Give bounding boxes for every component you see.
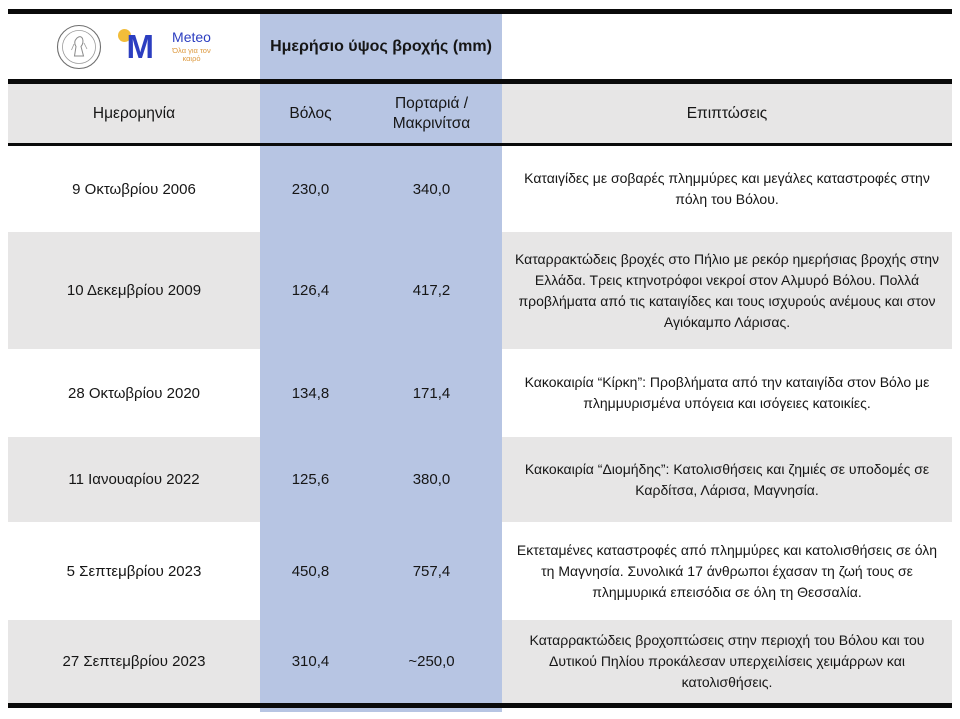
date-cell: 9 Οκτωβρίου 2006 xyxy=(72,180,196,198)
logos xyxy=(8,14,260,79)
table-row xyxy=(8,232,952,349)
portaria-value-cell: 417,2 xyxy=(412,282,451,299)
observatory-seal-icon xyxy=(56,24,102,70)
meteo-wordmark xyxy=(171,30,213,64)
portaria-value-cell: 757,4 xyxy=(412,562,451,580)
portaria-value-cell: 171,4 xyxy=(412,384,451,402)
table-row xyxy=(8,146,952,232)
impacts-cell: Κακοκαιρία “Κίρκη”: Προβλήματα από την καταιγίδα στον Βόλο με πλημμυρισμένα υπόγεια και ισόγειες κατοικίες. xyxy=(524,374,930,411)
date-cell: 5 Σεπτεμβρίου 2023 xyxy=(66,562,202,580)
impacts-cell: Καταρρακτώδεις βροχές στο Πήλιο με ρεκόρ ημερήσιας βροχής στην Ελλάδα. Τρεις κτηνοτρόφοι νεκροί στον Αλμυρό Βόλου. Πολλά προβλήματα από τις καταιγίδες και τους ισχυρούς ανέμους και στον Αγιόκαμπο Λάρισας. xyxy=(502,232,952,349)
table-row xyxy=(8,437,952,522)
volos-value-cell: 125,6 xyxy=(291,471,330,488)
column-header-impacts: Επιπτώσεις xyxy=(502,84,952,143)
meteo-logo xyxy=(118,26,213,68)
impacts-cell: Καταρρακτώδεις βροχοπτώσεις στην περιοχή του Βόλου και του Δυτικού Πηλίου προκάλεσαν υπερχειλίσεις χειμάρρων και κατολισθήσεις. xyxy=(502,620,952,703)
bottom-border xyxy=(8,703,952,708)
rainfall-table xyxy=(8,9,952,708)
impacts-cell: Καταιγίδες με σοβαρές πλημμύρες και μεγάλες καταστροφές στην πόλη του Βόλου. xyxy=(524,170,930,207)
date-cell: 11 Ιανουαρίου 2022 xyxy=(8,437,260,522)
portaria-value-cell: 340,0 xyxy=(412,180,451,198)
volos-value-cell: 230,0 xyxy=(291,180,330,198)
date-cell: 28 Οκτωβρίου 2020 xyxy=(67,384,201,402)
volos-value-cell: 450,8 xyxy=(291,562,330,580)
volos-value-cell: 134,8 xyxy=(291,384,330,402)
branding-row xyxy=(8,14,952,79)
column-header-date: Ημερομηνία xyxy=(8,84,260,143)
table-row xyxy=(8,349,952,437)
portaria-value-cell: ~250,0 xyxy=(408,653,455,670)
meteo-tagline: Όλα για τον καιρό xyxy=(172,45,211,64)
table-header-row xyxy=(8,84,952,143)
page-title: Ημερήσιο ύψος βροχής (mm) xyxy=(270,37,492,55)
meteo-name: Meteo xyxy=(172,28,211,45)
table-row xyxy=(8,620,952,703)
volos-value-cell: 126,4 xyxy=(291,282,330,299)
table-row xyxy=(8,522,952,620)
volos-value-cell: 310,4 xyxy=(291,653,330,670)
branding-row-spacer xyxy=(502,14,952,79)
date-cell: 27 Σεπτεμβρίου 2023 xyxy=(8,620,260,703)
meteo-m-icon: M xyxy=(118,26,164,68)
column-header-portaria: Πορταριά / Μακρινίτσα xyxy=(392,95,471,132)
date-cell: 10 Δεκεμβρίου 2009 xyxy=(8,232,260,349)
impacts-cell: Κακοκαιρία “Διομήδης”: Κατολισθήσεις και ζημιές σε υποδομές σε Καρδίτσα, Λάρισα, Μαγνησία. xyxy=(502,437,952,522)
column-header-volos: Βόλος xyxy=(289,104,332,122)
impacts-cell: Εκτεταμένες καταστροφές από πλημμύρες και κατολισθήσεις σε όλη τη Μαγνησία. Συνολικά 17 άνθρωποι έχασαν τη ζωή τους σε πλημμυρικά επεισόδια σε όλη τη Θεσσαλία. xyxy=(516,541,938,600)
table-body xyxy=(8,146,952,703)
portaria-value-cell: 380,0 xyxy=(412,471,451,488)
